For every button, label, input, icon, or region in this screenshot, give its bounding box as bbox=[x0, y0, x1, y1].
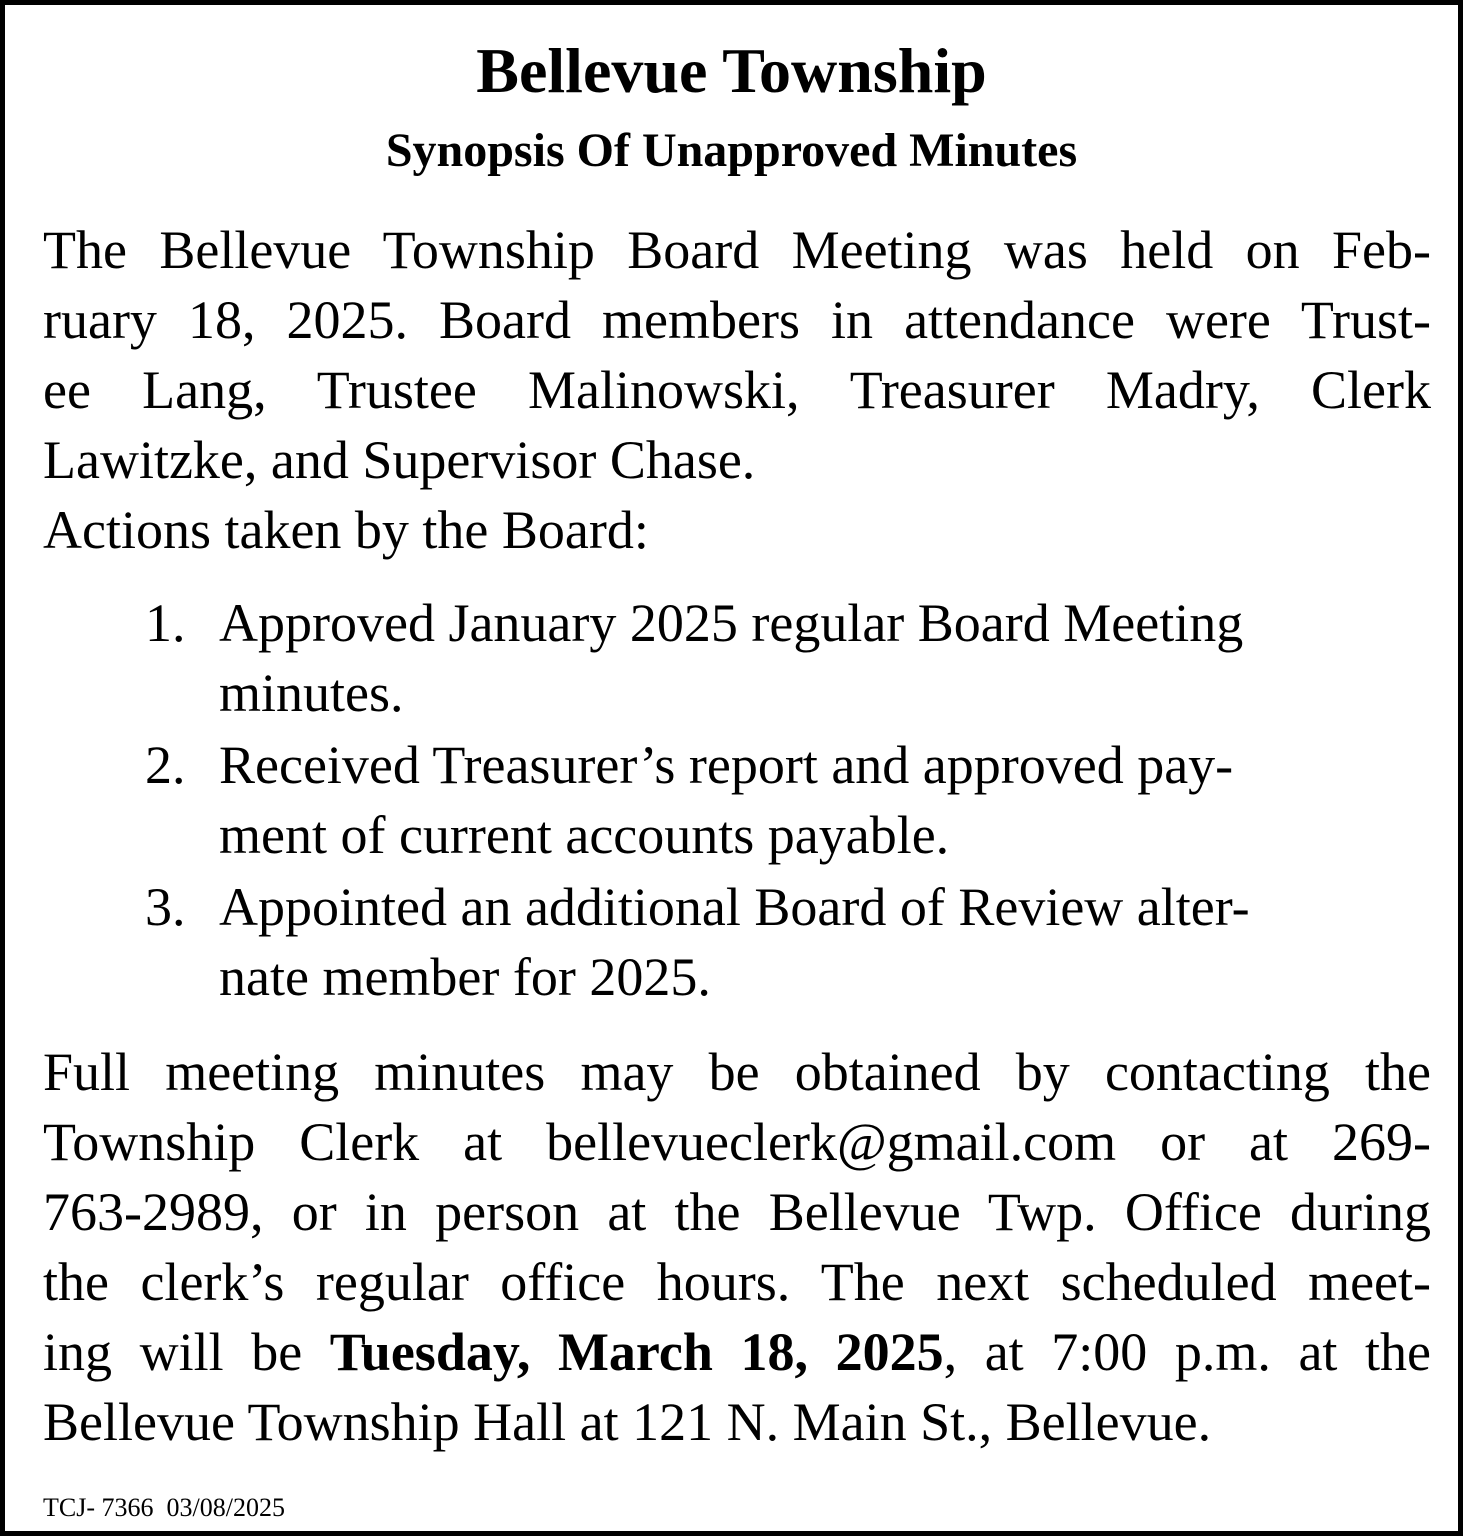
notice-title: Bellevue Township bbox=[476, 35, 987, 106]
list-item bbox=[145, 588, 1385, 728]
publication-code-text: TCJ- 7366 03/08/2025 bbox=[43, 1493, 285, 1522]
action-number: 2. bbox=[145, 735, 186, 795]
closing-paragraph bbox=[43, 1037, 1431, 1457]
closing-line: Township Clerk at bellevueclerk@gmail.com or at 269- bbox=[43, 1112, 1431, 1172]
action-text-line: Approved January 2025 regular Board Meeting bbox=[219, 593, 1244, 653]
action-text-line: nate member for 2025. bbox=[219, 947, 711, 1007]
intro-line: Lawitzke, and Supervisor Chase. bbox=[43, 430, 756, 490]
list-item bbox=[145, 730, 1385, 870]
intro-paragraph bbox=[43, 215, 1431, 495]
intro-line: ruary 18, 2025. Board members in attendance were Trust- bbox=[43, 290, 1431, 350]
intro-line: ee Lang, Trustee Malinowski, Treasurer Madry, Clerk bbox=[43, 360, 1431, 420]
closing-line: 763-2989, or in person at the Bellevue Twp. Office during bbox=[43, 1182, 1431, 1242]
notice-subtitle: Synopsis Of Unapproved Minutes bbox=[385, 124, 1078, 177]
closing-line: the clerk’s regular office hours. The next scheduled meet- bbox=[43, 1252, 1431, 1312]
closing-text: , at 7:00 p.m. at the bbox=[943, 1322, 1431, 1382]
action-number: 3. bbox=[145, 877, 186, 937]
publication-code bbox=[43, 1491, 285, 1525]
closing-line: Full meeting minutes may be obtained by contacting the bbox=[43, 1042, 1431, 1102]
intro-line: The Bellevue Township Board Meeting was held on Feb- bbox=[43, 220, 1431, 280]
actions-list bbox=[145, 588, 1385, 1014]
closing-text: ing will be bbox=[43, 1322, 330, 1382]
action-text-line: Received Treasurer’s report and approved pay- bbox=[219, 735, 1234, 795]
action-number: 1. bbox=[145, 593, 186, 653]
next-meeting-date: Tuesday, March 18, 2025 bbox=[329, 1322, 944, 1382]
action-text-line: ment of current accounts payable. bbox=[219, 805, 950, 865]
actions-heading: Actions taken by the Board: bbox=[43, 500, 649, 560]
closing-line-meeting-date bbox=[43, 1317, 1431, 1387]
list-item bbox=[145, 872, 1385, 1012]
closing-line: Bellevue Township Hall at 121 N. Main St., Bellevue. bbox=[43, 1392, 1212, 1452]
action-text-line: minutes. bbox=[219, 663, 404, 723]
action-text-line: Appointed an additional Board of Review alter- bbox=[219, 877, 1250, 937]
